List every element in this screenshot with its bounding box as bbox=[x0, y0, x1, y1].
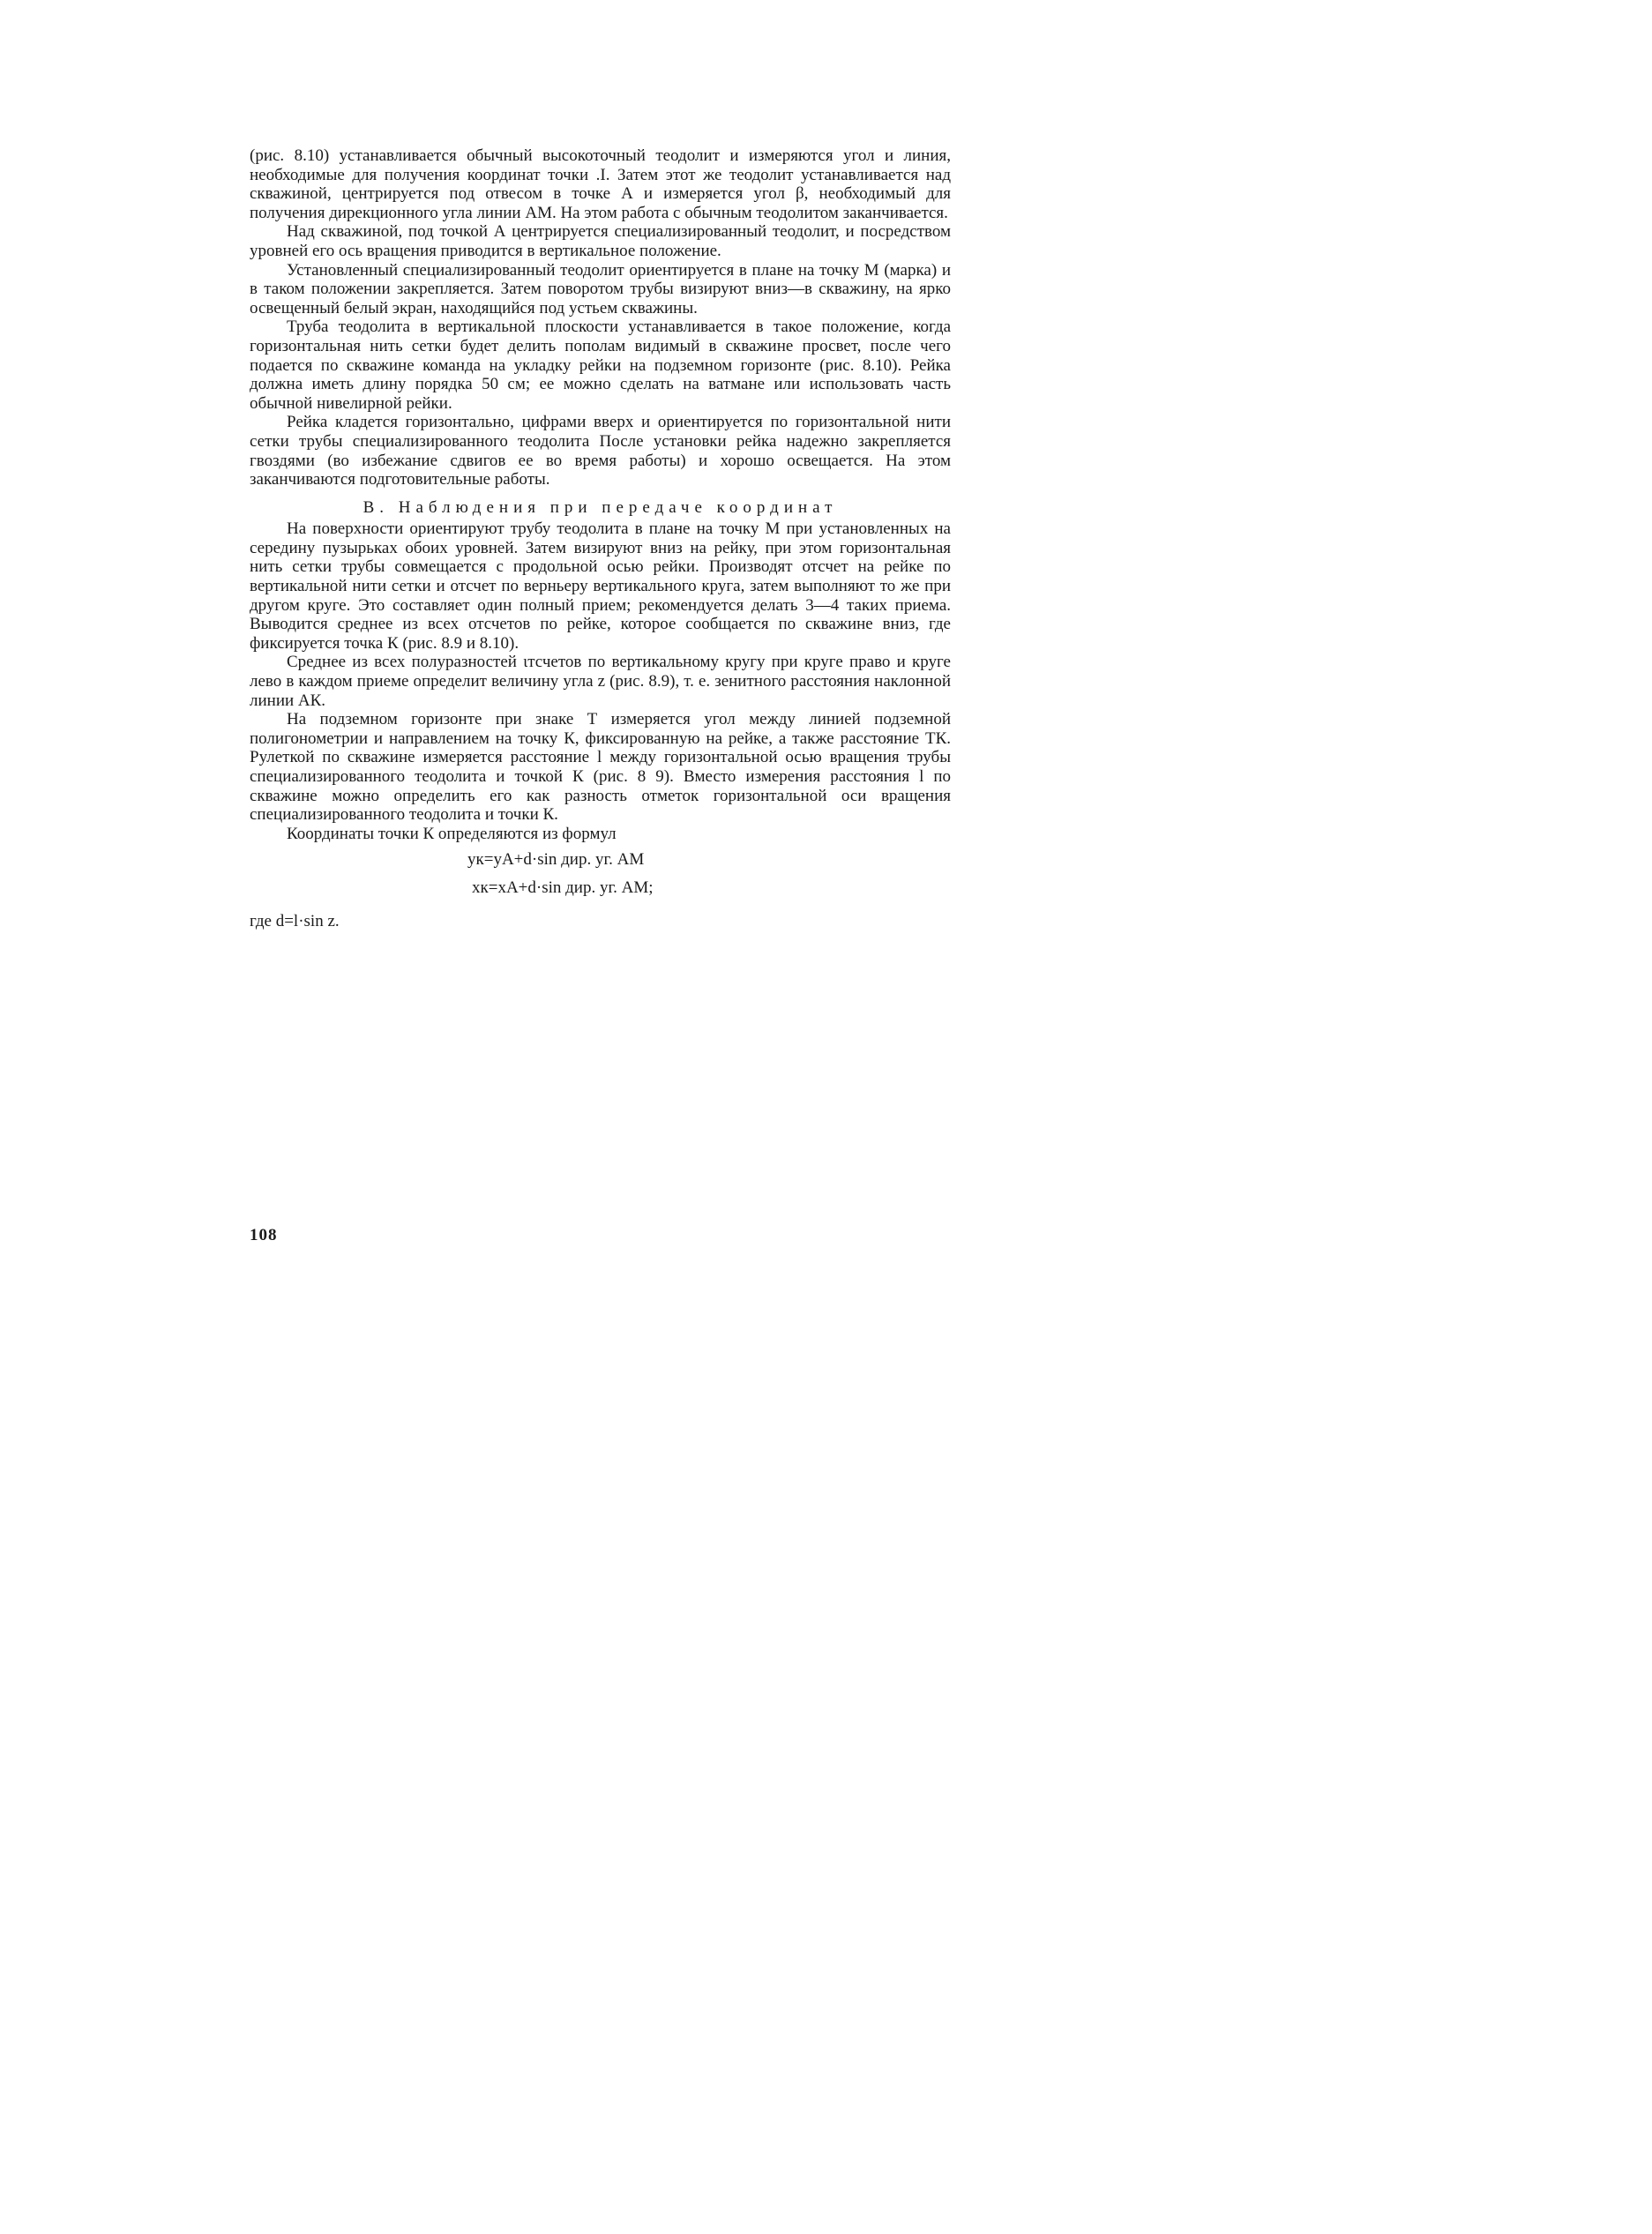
paragraph: Рейка кладется горизонтально, цифрами вверх и ориентируется по горизонтальной нити сетки трубы специализированного теодолита После установки рейка надежно закрепляется гвоздями (во избежание сдвигов ее во время работы) и хорошо освещается. На этом заканчиваются подготовительные работы. bbox=[250, 413, 951, 489]
paragraph: Труба теодолита в вертикальной плоскости устанавливается в такое положение, когда горизонтальная нить сетки будет делить пополам видимый в скважине просвет, после чего подается по скважине команда на укладку рейки на подземном горизонте (рис. 8.10). Рейка должна иметь длину порядка 50 см; ее можно сделать на ватмане или использовать часть обычной нивелирной рейки. bbox=[250, 318, 951, 413]
paragraph: На подземном горизонте при знаке Т измеряется угол между линией подземной полигонометрии и направлением на точку К, фиксированную на рейке, а также расстояние ТК. Рулеткой по скважине измеряется расстояние l между горизонтальной осью вращения трубы специализированного теодолита и точкой К (рис. 8 9). Вместо измерения расстояния l по скважине можно определить его как разность отметок горизонтальной оси вращения специализированного теодолита и точки К. bbox=[250, 710, 951, 825]
page-number: 108 bbox=[250, 1226, 278, 1244]
paragraph: Над скважиной, под точкой А центрируется специализированный теодолит, и посредством уровней его ось вращения приводится в вертикальное положение. bbox=[250, 222, 951, 260]
paragraph: Среднее из всех полуразностей ιтсчетов по вертикальному кругу при круге право и круге лево в каждом приеме определит величину угла z (рис. 8.9), т. е. зенитного расстояния наклонной линии АК. bbox=[250, 653, 951, 710]
paragraph: (рис. 8.10) устанавливается обычный высокоточный теодолит и измеряются угол и линия, необходимые для получения координат точки .I. Затем этот же теодолит устанавливается над скважиной, центрируется под отвесом в точке А и измеряется угол β, необходимый для получения дирекционного угла линии AM. На этом работа с обычным теодолитом заканчивается. bbox=[250, 146, 951, 222]
formula-x: xк=xА+d·sin дир. уг. AM; bbox=[472, 878, 654, 897]
paragraph: На поверхности ориентируют трубу теодолита в плане на точку М при установленных на середину пузырьках обоих уровней. Затем визируют вниз на рейку, при этом горизонтальная нить сетки трубы совмещается с продольной осью рейки. Производят отсчет на рейке по вертикальной нити сетки и отсчет по верньеру вертикального круга, затем выполняют то же при другом круге. Это составляет один полный прием; рекомендуется делать 3—4 таких приема. Выводится среднее из всех отсчетов по рейке, которое сообщается по скважине вниз, где фиксируется точка К (рис. 8.9 и 8.10). bbox=[250, 519, 951, 653]
formula-y: yк=yА+d·sin дир. уг. AM bbox=[467, 850, 645, 870]
body-text bbox=[250, 146, 951, 930]
book-page bbox=[0, 0, 1028, 1385]
paragraph: Установленный специализированный теодолит ориентируется в плане на точку М (марка) и в таком положении закрепляется. Затем поворотом трубы визируют вниз—в скважину, на ярко освещенный белый экран, находящийся под устьем скважины. bbox=[250, 260, 951, 318]
section-heading: В. Наблюдения при передаче координат bbox=[363, 497, 838, 517]
formula-where: где d=l·sin z. bbox=[250, 911, 340, 930]
paragraph: Координаты точки К определяются из формул bbox=[287, 824, 617, 843]
